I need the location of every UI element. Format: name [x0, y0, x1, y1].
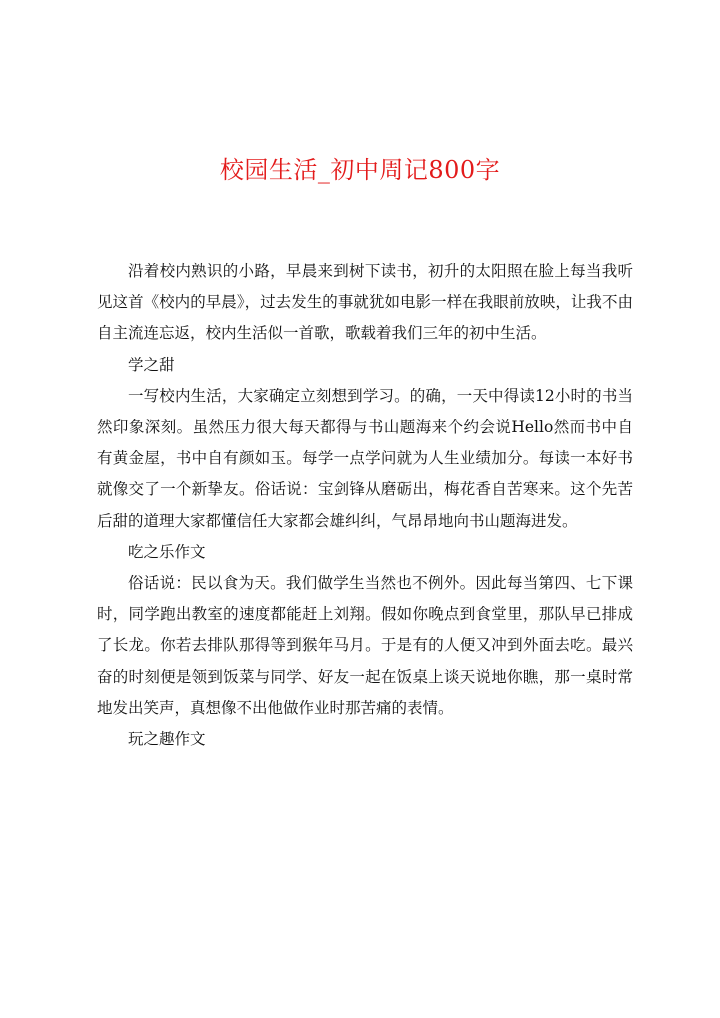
document-title: 校园生活_初中周记800字 [219, 156, 501, 184]
section-heading-food: 吃之乐作文 [128, 542, 206, 561]
section-heading-play: 玩之趣作文 [128, 730, 206, 749]
paragraph-food: 俗话说：民以食为天。我们做学生当然也不例外。因此每当第四、七下课时，同学跑出教室的速度都能赶上刘翔。假如你晚点到食堂里，那队早已排成了长龙。你若去排队那得等到猴年马月。于是有的人便又冲到外面去吃。最兴奋的时刻便是领到饭菜与同学、好友一起在饭桌上谈天说地你瞧，那一桌时常地发出笑声，真想像不出他做作业时那苦痛的表情。 [97, 574, 633, 717]
section-heading-study: 学之甜 [128, 355, 175, 374]
document-body [97, 256, 633, 755]
paragraph-study: 一写校内生活，大家确定立刻想到学习。的确，一天中得读12小时的书当然印象深刻。虽然压力很大每天都得与书山题海来个约会说Hello然而书中自有黄金屋，书中自有颜如玉。每学一点学问就为人生业绩加分。每读一本好书就像交了一个新挚友。俗话说：宝剑锋从磨砺出，梅花香自苦寒来。这个先苦后甜的道理大家都懂信任大家都会雄纠纠，气昂昂地向书山题海进发。 [97, 386, 633, 530]
paragraph-intro: 沿着校内熟识的小路，早晨来到树下读书，初升的太阳照在脸上每当我听见这首《校内的早晨》，过去发生的事就犹如电影一样在我眼前放映，让我不由自主流连忘返，校内生活似一首歌，歌载着我们三年的初中生活。 [97, 262, 633, 343]
